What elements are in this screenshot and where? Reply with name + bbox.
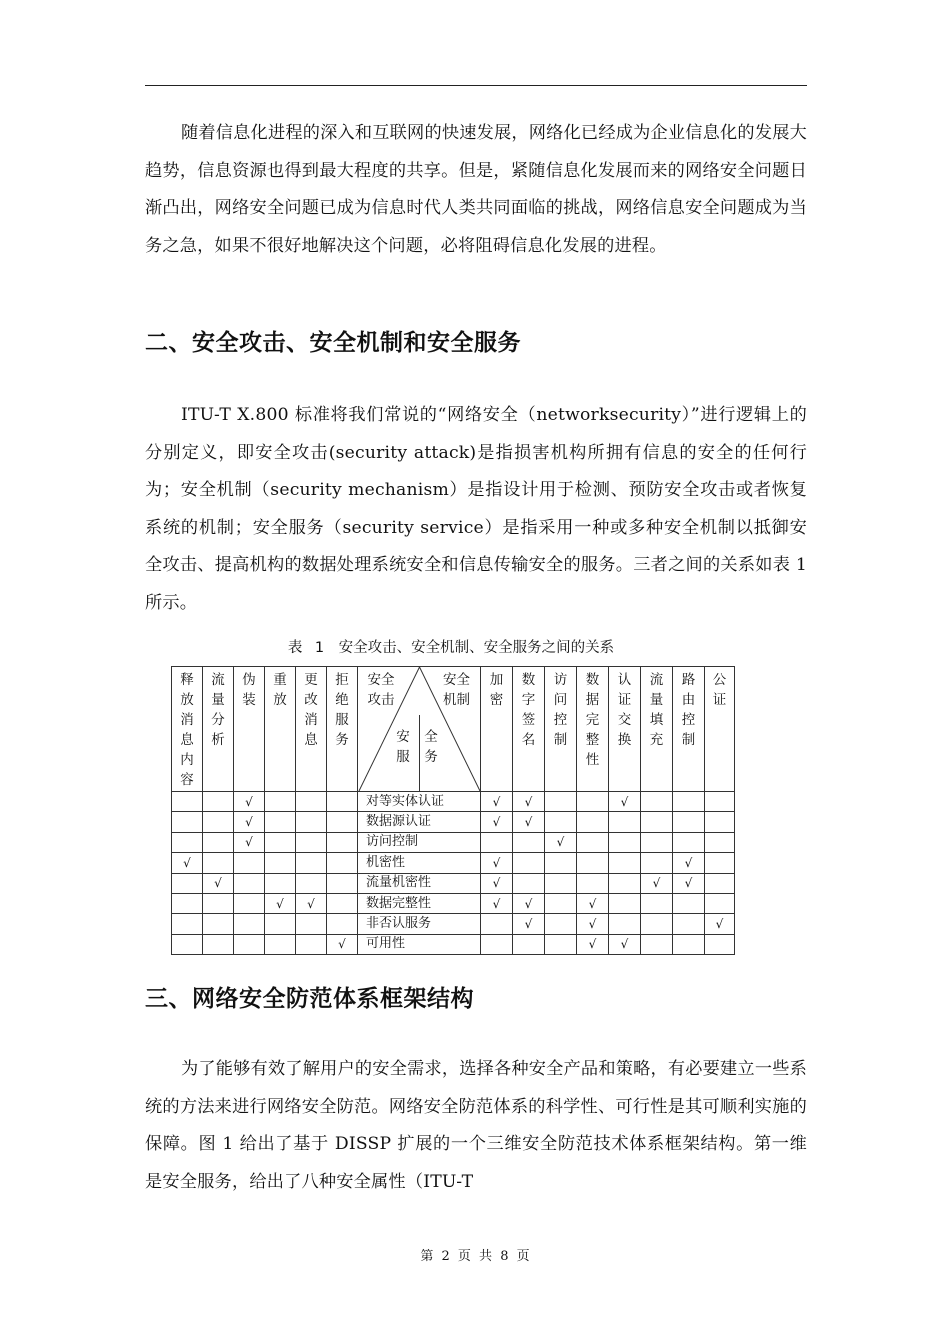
attack-cell <box>327 873 358 893</box>
attack-cell <box>203 792 234 812</box>
mechanism-cell: √ <box>641 873 673 893</box>
attack-cell <box>172 934 203 954</box>
mechanism-cell: √ <box>513 893 545 913</box>
table-header-row <box>172 667 735 792</box>
attack-cell <box>265 914 296 934</box>
attack-cell <box>265 934 296 954</box>
paragraph-intro: 随着信息化进程的深入和互联网的快速发展，网络化已经成为企业信息化的发展大趋势，信息资源也得到最大程度的共享。但是，紧随信息化发展而来的网络安全问题日渐凸出，网络安全问题已成为信息时代人类共同面临的挑战，网络信息安全问题成为当务之急，如果不很好地解决这个问题，必将阻碍信息化发展的进程。 <box>145 123 807 256</box>
attack-cell <box>296 853 327 873</box>
mechanism-cell <box>705 812 735 832</box>
attack-cell <box>296 792 327 812</box>
attack-cell <box>203 812 234 832</box>
attack-cell <box>296 914 327 934</box>
mechanism-cell <box>545 853 577 873</box>
attack-cell <box>327 893 358 913</box>
paragraph-2: ITU-T X.800 标准将我们常说的“网络安全（networksecurity）”进行逻辑上的分别定义，即安全攻击(security attack)是指损害机构所拥有信息的安全的任何行为；安全机制（security mechanism）是指设计用于检测、预防安全攻击或者恢复系统的机制；安全服务（security service）是指采用一种或多种安全机制以抵御安全攻击、提高机构的数据处理系统安全和信息传输安全的服务。三者之间的关系如表 1 所示。 <box>145 405 807 613</box>
header-mechanism: 加密 <box>481 667 513 792</box>
mechanism-cell <box>673 792 705 812</box>
header-attack: 拒绝服务 <box>327 667 358 792</box>
service-cell: 访问控制 <box>358 832 481 852</box>
diag-label-service-b: 全务 <box>424 729 438 765</box>
attack-cell: √ <box>234 832 265 852</box>
mechanism-cell: √ <box>609 792 641 812</box>
attack-cell <box>234 934 265 954</box>
mechanism-cell: √ <box>513 914 545 934</box>
mechanism-cell <box>481 914 513 934</box>
attack-cell <box>327 914 358 934</box>
mechanism-cell <box>577 792 609 812</box>
mechanism-cell <box>577 832 609 852</box>
service-cell: 数据完整性 <box>358 893 481 913</box>
attack-cell <box>327 832 358 852</box>
table-body <box>172 792 735 955</box>
header-mechanism: 数字签名 <box>513 667 545 792</box>
table-row <box>172 873 735 893</box>
mechanism-cell <box>705 873 735 893</box>
mechanism-cell: √ <box>481 812 513 832</box>
paragraph-3: 为了能够有效了解用户的安全需求，选择各种安全产品和策略，有必要建立一些系统的方法来进行网络安全防范。网络安全防范体系的科学性、可行性是其可顺利实施的保障。图 1 给出了基于 DISSP 扩展的一个三维安全防范技术体系框架结构。第一维是安全服务，给出了八种安全属性（ITU-T <box>145 1059 807 1192</box>
mechanism-cell: √ <box>481 853 513 873</box>
mechanism-cell <box>513 873 545 893</box>
attack-cell <box>296 873 327 893</box>
mechanism-cell: √ <box>545 832 577 852</box>
table-row <box>172 934 735 954</box>
header-mechanism: 访问控制 <box>545 667 577 792</box>
service-cell: 流量机密性 <box>358 873 481 893</box>
mechanism-cell: √ <box>609 934 641 954</box>
header-attack: 流量分析 <box>203 667 234 792</box>
mechanism-cell <box>641 893 673 913</box>
attack-cell <box>234 914 265 934</box>
mechanism-cell <box>545 873 577 893</box>
attack-cell: √ <box>296 893 327 913</box>
attack-cell <box>203 853 234 873</box>
attack-cell <box>234 893 265 913</box>
mechanism-cell: √ <box>577 914 609 934</box>
attack-cell: √ <box>234 812 265 832</box>
mechanism-cell <box>705 832 735 852</box>
mechanism-cell <box>705 934 735 954</box>
diagonal-header-cell <box>358 667 481 792</box>
mechanism-cell <box>545 812 577 832</box>
table-caption: 表 1 安全攻击、安全机制、安全服务之间的关系 <box>287 640 615 656</box>
mechanism-cell: √ <box>705 914 735 934</box>
attack-cell <box>296 832 327 852</box>
mechanism-cell <box>513 934 545 954</box>
mechanism-cell <box>641 812 673 832</box>
attack-cell <box>203 934 234 954</box>
attack-cell <box>265 792 296 812</box>
header-attack: 伪装 <box>234 667 265 792</box>
attack-cell: √ <box>203 873 234 893</box>
attack-cell <box>265 812 296 832</box>
table-row <box>172 893 735 913</box>
mechanism-cell: √ <box>481 792 513 812</box>
mechanism-cell <box>609 873 641 893</box>
attack-cell <box>265 832 296 852</box>
mechanism-cell <box>673 914 705 934</box>
mechanism-cell <box>545 934 577 954</box>
header-attack: 释放消息内容 <box>172 667 203 792</box>
mechanism-cell <box>705 792 735 812</box>
header-attack: 重放 <box>265 667 296 792</box>
header-attack: 更改消息 <box>296 667 327 792</box>
mechanism-cell: √ <box>513 792 545 812</box>
table-row <box>172 914 735 934</box>
mechanism-cell: √ <box>577 893 609 913</box>
mechanism-cell <box>481 832 513 852</box>
mechanism-cell: √ <box>577 934 609 954</box>
service-cell: 对等实体认证 <box>358 792 481 812</box>
header-mechanism: 路由控制 <box>673 667 705 792</box>
mechanism-cell <box>577 873 609 893</box>
mechanism-cell <box>577 853 609 873</box>
attack-cell <box>327 853 358 873</box>
mechanism-cell <box>609 832 641 852</box>
mechanism-cell <box>641 853 673 873</box>
attack-cell <box>203 914 234 934</box>
header-rule <box>145 85 807 86</box>
diag-label-mechanism: 安全机制 <box>443 672 470 708</box>
attack-cell <box>172 792 203 812</box>
attack-cell <box>327 792 358 812</box>
mechanism-cell: √ <box>481 873 513 893</box>
table-row <box>172 792 735 812</box>
mechanism-cell <box>545 792 577 812</box>
attack-cell <box>327 812 358 832</box>
page-footer: 第 2 页 共 8 页 <box>420 1249 530 1264</box>
service-cell: 可用性 <box>358 934 481 954</box>
attack-cell <box>203 893 234 913</box>
relationship-table <box>171 666 735 955</box>
mechanism-cell <box>577 812 609 832</box>
mechanism-cell: √ <box>481 893 513 913</box>
table-row <box>172 812 735 832</box>
mechanism-cell <box>545 893 577 913</box>
attack-cell: √ <box>234 792 265 812</box>
attack-cell <box>265 853 296 873</box>
mechanism-cell <box>673 934 705 954</box>
mechanism-cell <box>641 914 673 934</box>
mechanism-cell <box>705 853 735 873</box>
section-heading-2: 二、安全攻击、安全机制和安全服务 <box>145 330 521 356</box>
service-cell: 机密性 <box>358 853 481 873</box>
attack-cell <box>172 914 203 934</box>
attack-cell: √ <box>265 893 296 913</box>
header-mechanism: 认证交换 <box>609 667 641 792</box>
table-row <box>172 832 735 852</box>
mechanism-cell <box>673 812 705 832</box>
mechanism-cell <box>705 893 735 913</box>
mechanism-cell <box>513 832 545 852</box>
attack-cell <box>296 812 327 832</box>
attack-cell <box>172 893 203 913</box>
mechanism-cell <box>545 914 577 934</box>
attack-cell <box>265 873 296 893</box>
mechanism-cell <box>609 893 641 913</box>
mechanism-cell <box>481 934 513 954</box>
mechanism-cell <box>609 914 641 934</box>
mechanism-cell: √ <box>513 812 545 832</box>
header-mechanism: 数据完整性 <box>577 667 609 792</box>
mechanism-cell <box>673 893 705 913</box>
attack-cell: √ <box>327 934 358 954</box>
attack-cell <box>203 832 234 852</box>
attack-cell <box>234 873 265 893</box>
mechanism-cell <box>641 934 673 954</box>
mechanism-cell <box>641 832 673 852</box>
mechanism-cell <box>609 853 641 873</box>
mechanism-cell <box>513 853 545 873</box>
header-mechanism: 流量填充 <box>641 667 673 792</box>
attack-cell <box>172 832 203 852</box>
service-cell: 数据源认证 <box>358 812 481 832</box>
attack-cell: √ <box>172 853 203 873</box>
diag-label-attack: 安全攻击 <box>367 672 395 708</box>
header-mechanism: 公证 <box>705 667 735 792</box>
mechanism-cell: √ <box>673 873 705 893</box>
diag-label-service-a: 安服 <box>396 729 410 765</box>
attack-cell <box>172 873 203 893</box>
mechanism-cell <box>673 832 705 852</box>
mechanism-cell: √ <box>673 853 705 873</box>
table-row <box>172 853 735 873</box>
service-cell: 非否认服务 <box>358 914 481 934</box>
mechanism-cell <box>641 792 673 812</box>
attack-cell <box>234 853 265 873</box>
mechanism-cell <box>609 812 641 832</box>
attack-cell <box>172 812 203 832</box>
section-heading-3: 三、网络安全防范体系框架结构 <box>145 986 474 1012</box>
attack-cell <box>296 934 327 954</box>
